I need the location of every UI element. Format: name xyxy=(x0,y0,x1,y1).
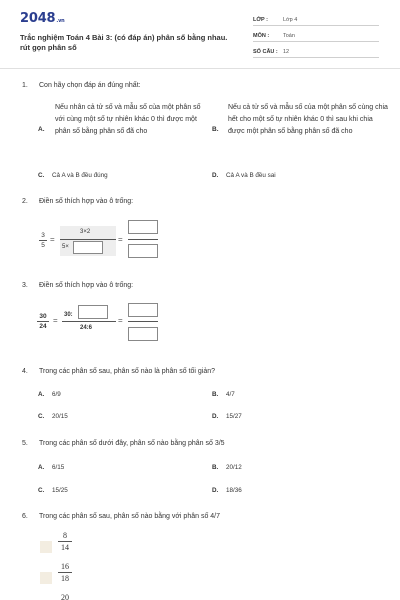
option-a[interactable] xyxy=(38,391,61,398)
option-text: 15/25 xyxy=(52,487,68,494)
option-letter: D. xyxy=(212,487,219,494)
option-letter: D. xyxy=(212,413,219,420)
fraction-bar xyxy=(62,321,116,322)
question-text: Điền số thích hợp vào ô trống: xyxy=(39,282,134,289)
meta-subject xyxy=(253,31,379,42)
question-text: Trong các phân số sau, phân số nào bằng với phân số 4/7 xyxy=(39,513,221,520)
option-letter: B. xyxy=(212,126,219,133)
option-letter: B. xyxy=(212,391,219,398)
question-2 xyxy=(22,198,133,205)
equals-sign: = xyxy=(118,316,123,325)
fraction-bar xyxy=(58,572,72,573)
meta-value: 12 xyxy=(283,49,290,55)
fraction-bar xyxy=(37,321,49,322)
answer-box-numerator[interactable] xyxy=(128,303,158,317)
choice-checkbox[interactable] xyxy=(40,572,52,584)
numerator: 8 xyxy=(63,531,67,540)
answer-box[interactable] xyxy=(73,241,103,254)
numerator-expression: 3×2 xyxy=(80,229,91,235)
answer-box[interactable] xyxy=(78,305,108,319)
question-text: Trong các phân số dưới đây, phân số nào bằng phân số 3/5 xyxy=(39,440,225,447)
denominator-expression: 24:6 xyxy=(80,325,93,331)
question-number: 2. xyxy=(22,198,28,205)
header-divider xyxy=(0,68,400,69)
option-a[interactable]: Nếu nhân cả tử số và mẫu số của một phân số với cùng một số tự nhiên khác 0 thì được một phân số bằng phân số đã cho xyxy=(55,104,201,135)
option-text: 20/15 xyxy=(52,413,68,420)
equals-sign: = xyxy=(50,235,55,244)
numerator: 16 xyxy=(61,562,69,571)
denominator: 24 xyxy=(39,323,47,330)
fraction-bar xyxy=(60,239,116,240)
fraction-given xyxy=(37,313,49,330)
meta-value: Lớp 4 xyxy=(283,17,298,23)
option-letter: B. xyxy=(212,464,219,471)
option-c[interactable] xyxy=(38,413,68,420)
question-4 xyxy=(22,368,215,375)
fraction-bar xyxy=(128,321,158,322)
option-b[interactable]: Nếu cả tử số và mẫu số của một phân số cùng chia hết cho một số tự nhiên khác 0 thì sau khi chia được một phân số bằng phân số đã cho xyxy=(228,104,388,135)
choice-fraction xyxy=(58,562,72,583)
choice-checkbox[interactable] xyxy=(40,541,52,553)
question-number: 3. xyxy=(22,282,28,289)
fraction-given xyxy=(39,232,47,249)
option-text: Cả A và B đều đúng xyxy=(52,172,108,179)
numerator: 20 xyxy=(61,593,69,600)
option-c[interactable] xyxy=(38,487,68,494)
option-letter: C. xyxy=(38,487,45,494)
question-text: Trong các phân số sau, phân số nào là phân số tối giản? xyxy=(39,368,216,375)
option-a[interactable] xyxy=(38,464,64,471)
question-number: 1. xyxy=(22,82,28,89)
question-6 xyxy=(22,513,220,520)
option-d[interactable] xyxy=(212,172,276,179)
option-letter: C. xyxy=(38,172,45,179)
fraction-bar xyxy=(39,240,47,241)
option-text: 6/9 xyxy=(52,391,61,398)
option-text: 20/12 xyxy=(226,464,242,471)
answer-box-numerator[interactable] xyxy=(128,220,158,234)
option-c[interactable] xyxy=(38,172,108,179)
question-3 xyxy=(22,282,133,289)
question-text: Điền số thích hợp vào ô trống: xyxy=(39,198,134,205)
option-letter: D. xyxy=(212,172,219,179)
option-b[interactable] xyxy=(212,391,235,398)
question-number: 6. xyxy=(22,513,28,520)
option-letter: A. xyxy=(38,464,45,471)
question-number: 5. xyxy=(22,440,28,447)
answer-box-denominator[interactable] xyxy=(128,327,158,341)
denominator: 18 xyxy=(61,574,69,583)
option-d[interactable] xyxy=(212,413,242,420)
meta-question-count xyxy=(253,47,379,58)
option-d[interactable] xyxy=(212,487,242,494)
site-logo[interactable] xyxy=(20,11,65,26)
fraction-bar xyxy=(58,541,72,542)
denominator: 14 xyxy=(61,543,69,552)
numerator-expression: 30: xyxy=(64,312,73,318)
equals-sign: = xyxy=(53,316,58,325)
question-number: 4. xyxy=(22,368,28,375)
option-text: 4/7 xyxy=(226,391,235,398)
meta-label: LỚP : xyxy=(253,17,268,23)
numerator: 30 xyxy=(39,313,47,320)
option-text: 18/36 xyxy=(226,487,242,494)
question-text: Con hãy chọn đáp án đúng nhất: xyxy=(39,82,141,89)
equals-sign: = xyxy=(118,235,123,244)
denominator: 5 xyxy=(41,242,45,249)
option-letter: A. xyxy=(38,126,45,133)
question-1 xyxy=(22,82,141,89)
choice-fraction xyxy=(58,531,72,552)
logo-text: 2048 xyxy=(20,11,56,26)
answer-box-denominator[interactable] xyxy=(128,244,158,258)
option-text: 15/27 xyxy=(226,413,242,420)
question-5 xyxy=(22,440,225,447)
fraction-bar xyxy=(128,239,158,240)
option-letter: A. xyxy=(38,391,45,398)
logo-suffix: .vn xyxy=(56,18,65,24)
option-letter: C. xyxy=(38,413,45,420)
numerator: 3 xyxy=(41,232,45,239)
document-title: Trắc nghiệm Toán 4 Bài 3: (có đáp án) phân số bằng nhau. rút gọn phân số xyxy=(20,33,228,52)
option-text: Cả A và B đều sai xyxy=(226,172,276,179)
denominator-expression: 5× xyxy=(62,244,69,250)
meta-class xyxy=(253,15,379,26)
option-b[interactable] xyxy=(212,464,242,471)
option-text: 6/15 xyxy=(52,464,65,471)
meta-label: SỐ CÂU : xyxy=(253,49,278,55)
meta-label: MÔN : xyxy=(253,33,270,39)
choice-fraction xyxy=(58,593,72,600)
meta-value: Toán xyxy=(283,33,295,39)
